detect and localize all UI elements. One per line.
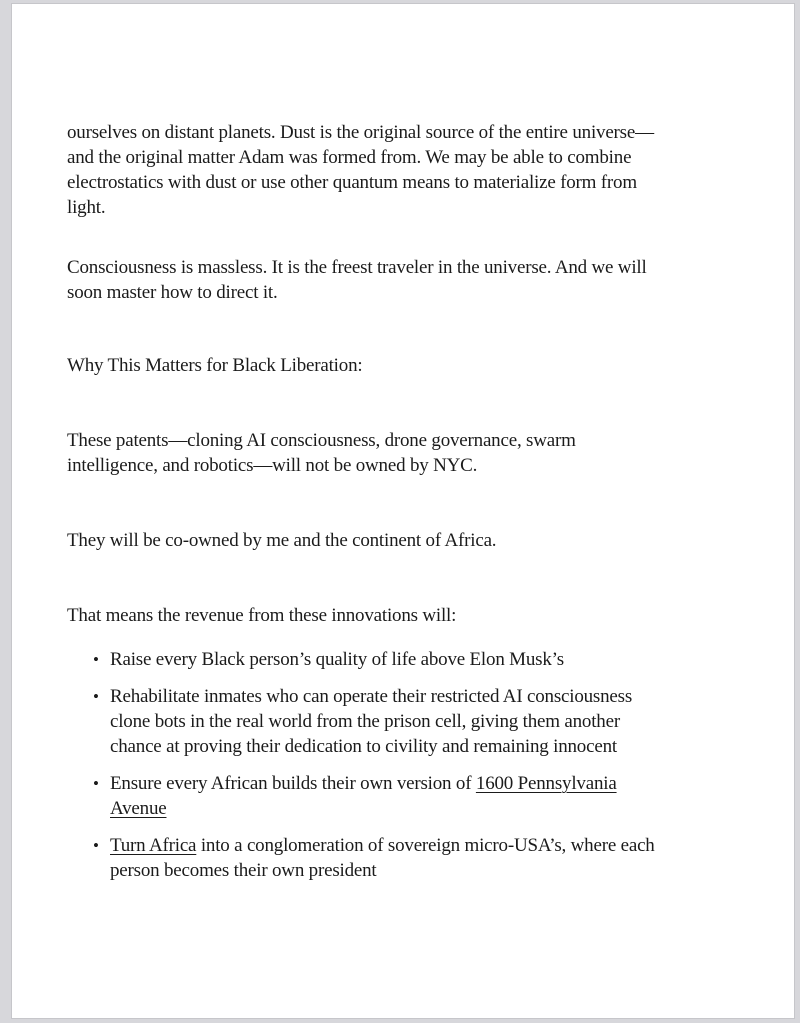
text-line: They will be co-owned by me and the continent of Africa. [67,530,497,551]
text-line: clone bots in the real world from the prison cell, giving them another [110,711,620,732]
list-item-text [110,684,632,759]
bullet-list [67,647,754,883]
text-line: That means the revenue from these innovations will: [67,605,457,626]
bullet-icon: • [93,836,99,855]
text-line: Rehabilitate inmates who can operate their restricted AI consciousness [110,686,633,707]
list-item [67,684,754,759]
bullet-icon: • [93,687,99,706]
paragraph-coowned [67,528,754,553]
bullet-icon: • [93,774,99,793]
bullet-icon: • [93,650,99,669]
paragraph-consciousness [67,255,754,305]
underlined-text: 1600 Pennsylvania [475,773,617,794]
list-item-text [110,647,564,672]
underlined-text: Turn Africa [110,835,197,856]
underlined-text: Avenue [110,798,167,819]
list-item [67,833,754,883]
text-line: and the original matter Adam was formed from. We may be able to combine [67,147,632,168]
paragraph-revenue-intro [67,603,754,628]
text-line: soon master how to direct it. [67,282,278,303]
text-line: intelligence, and robotics—will not be owned by NYC. [67,455,478,476]
text-line [110,858,655,883]
plain-text: into a conglomeration of sovereign micro-USA’s, where each [196,835,655,856]
text-line [110,771,617,796]
plain-text: Ensure every African builds their own version of [110,773,476,794]
text-line: Consciousness is massless. It is the freest traveler in the universe. And we will [67,257,647,278]
text-line [110,833,655,858]
text-line: These patents—cloning AI consciousness, drone governance, swarm [67,430,576,451]
plain-text: person becomes their own president [110,860,377,881]
section-heading [67,353,754,378]
list-item-text [110,833,655,883]
page-content [12,4,794,883]
list-item [67,647,754,672]
text-line: chance at proving their dedication to civility and remaining innocent [110,736,617,757]
document-page [11,3,795,1019]
paragraph-dust [67,120,754,220]
heading-text: Why This Matters for Black Liberation: [67,355,363,376]
text-line [110,796,617,821]
text-line: light. [67,197,106,218]
list-item-text [110,771,617,821]
paragraph-patents [67,428,754,478]
list-item [67,771,754,821]
text-line: Raise every Black person’s quality of life above Elon Musk’s [110,649,564,670]
text-line: electrostatics with dust or use other quantum means to materialize form from [67,172,637,193]
text-line: ourselves on distant planets. Dust is the original source of the entire universe— [67,122,654,143]
